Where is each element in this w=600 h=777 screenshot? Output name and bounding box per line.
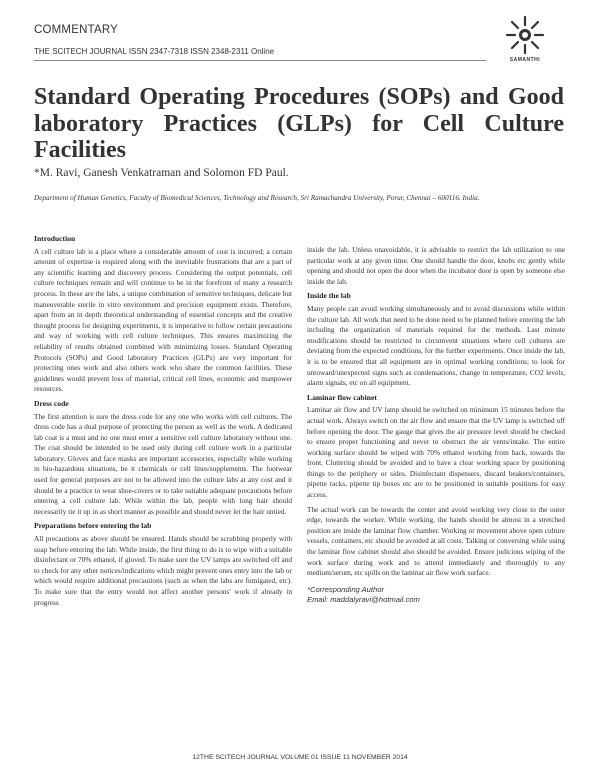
logo-text: SAMANTHI — [509, 57, 541, 63]
paragraph-introduction: A cell culture lab is a place where a considerable amount of cost is incurred; a certain amount of expertise is required along with the inevitable frustrations that are a part of any scientific learning and discovery process. Considering the output potentials, cell culture techniques remain and will continue to be in the forefront of many a research process. In these are the labs, a unique combination of sensitive techniques, delicate but maneuverable sterile in vitro environment and precision equipment exists. Therefore, apart from an in depth theoretical understanding of essential concepts and the creative thought process for designing experiments, it is imperative to follow certain precautions and way of working with cell culture techniques. This ensures maximizing the reliability of results obtained combined with minimizing losses. Standard Operating Protocols (SOPs) and Good laboratory Practices (GLPs) are very important for protecting ones work and also others work who share the common facilities. These guidelines would prevent loss of material, critical cell lines, economic and manpower resources. — [34, 246, 292, 394]
journal-issn-line: THE SCITECH JOURNAL ISSN 2347-7318 ISSN 2348-2311 Online — [34, 47, 275, 56]
heading-introduction: Introduction — [34, 234, 76, 243]
corresponding-author-label: *Corresponding Author — [307, 584, 384, 594]
journal-logo — [495, 14, 555, 66]
heading-laminar-flow: Laminar flow cabinet — [307, 392, 377, 402]
paragraph-continued: inside the lab. Unless unavoidable, it is advisable to restrict the lab utilization to one particular work at any given time. One should handle the door, knobs etc gently while opening and should not open the door when the incubator door is open by someone else inside the lab. — [307, 245, 565, 286]
logo-emblem-icon — [503, 14, 547, 56]
heading-dress-code: Dress code — [34, 398, 69, 408]
page-footer: 12THE SCITECH JOURNAL VOLUME 01 ISSUE 11 NOVEMBER 2014 — [192, 754, 408, 761]
paragraph-dress-code: The first attention is sure the dress code for any one who works with cell cultures. The dress code has a dual purpose of protecting the person as well as the work. A dedicated lab coat is a must and no one must enter a sensitive cell culture laboratory without one. The coat should be intended to be used only during cell culture work in a particular laboratory. Gloves and face masks are important accessories, especially while working in bio-hazardous situations, be it chemicals or cell lines/supplements. The footwear used for general purposes are not to be allowed into the culture labs at any cost and it should be a practice to wear shoe-covers or to take suitable adequate precautions before entering a cell culture lab. While within the lab, people with long hair should necessarily tie it up in as short manner as possible and should never let the hair untied. — [34, 411, 292, 516]
affiliation: Department of Human Genetics, Faculty of Biomedical Sciences, Technology and Research, Sri Ramachandra University, Porur, Chennai – 600116. India. — [34, 194, 480, 202]
left-column — [34, 234, 292, 612]
corresponding-author-email: Email: maddalyravi@hotmail.com — [307, 594, 420, 604]
heading-preparations: Preparations before entering the lab — [34, 521, 152, 531]
authors: *M. Ravi, Ganesh Venkatraman and Solomon FD Paul. — [34, 167, 289, 179]
section-label: COMMENTARY — [34, 24, 118, 36]
corresponding-author — [307, 585, 565, 605]
header-rule — [34, 60, 486, 61]
paper-title: Standard Operating Procedures (SOPs) and Good laboratory Practices (GLPs) for Cell Culture Facilities — [34, 84, 564, 163]
paragraph-laminar-flow-1: Laminar air flow and UV lamp should be switched on minimum 15 minutes before the actual work. Always switch on the air flow and ensure that the UV lamp is switched off before opening the door. The gauge that gives the air pressure level should be checked to ensure proper functioning and never to obstruct the air vents/intake. The entire working surface should be wiped with 70% ethanol working from back, towards the front. Cluttering should be avoided and to have a clear working space by positioning things to the periphery or sides. Disinfectant dispensers, discard beakers/containers, pipette racks, pipette tip boxes etc are to be positioned in suitable positions for easy access. — [307, 405, 565, 500]
paragraph-inside-the-lab: Many people can avoid working simultaneously and to avoid discussions while within the culture lab. All work that need to be done need to be planned before entering the lab including the organization of materials required for the methods. Last minute modifications should be restricted to circumvent situations where cell cultures are deviating from the expected conditions, for the further experiments. Once inside the lab, it is to be ensured that all equipment are in optimal working conditions; to look for untoward/unexpected signs such as condensations, change in temperature, CO2 levels, alarm signals, etc on all equipment. — [307, 303, 565, 388]
paragraph-preparations: All precautions as above should be ensured. Hands should be scrubbing properly with soap before entering the lab. While inside, the first thing to do is to wipe with a suitable disinfectant or 70% ethanol, if gloved. To make sure the UV lamps are switched off and to check for any other notices/indications which might prevent ones entry into the lab or which would require additional precautions (such as when the labs are fumigated, etc). To make sure that the entry would not affect another persons' work if already in progress — [34, 534, 292, 607]
right-column — [307, 245, 565, 605]
heading-inside-the-lab: Inside the lab — [307, 291, 351, 301]
paragraph-laminar-flow-2: The actual work can be towards the center and avoid working very close to the outer edge, towards the worker. While working, the hands should be almost in a stretched position are inside the laminar flow chamber. Working or movement above open culture vessels, containers, etc should be avoided at all costs. Talking or conversing while using the laminar flow cabinet should also should be avoided. Ensure judicious wiping of the work surface during work and to attend immediately and thoroughly to any medium/serum, etc spills on the laminar air flow work surface. — [307, 504, 565, 578]
